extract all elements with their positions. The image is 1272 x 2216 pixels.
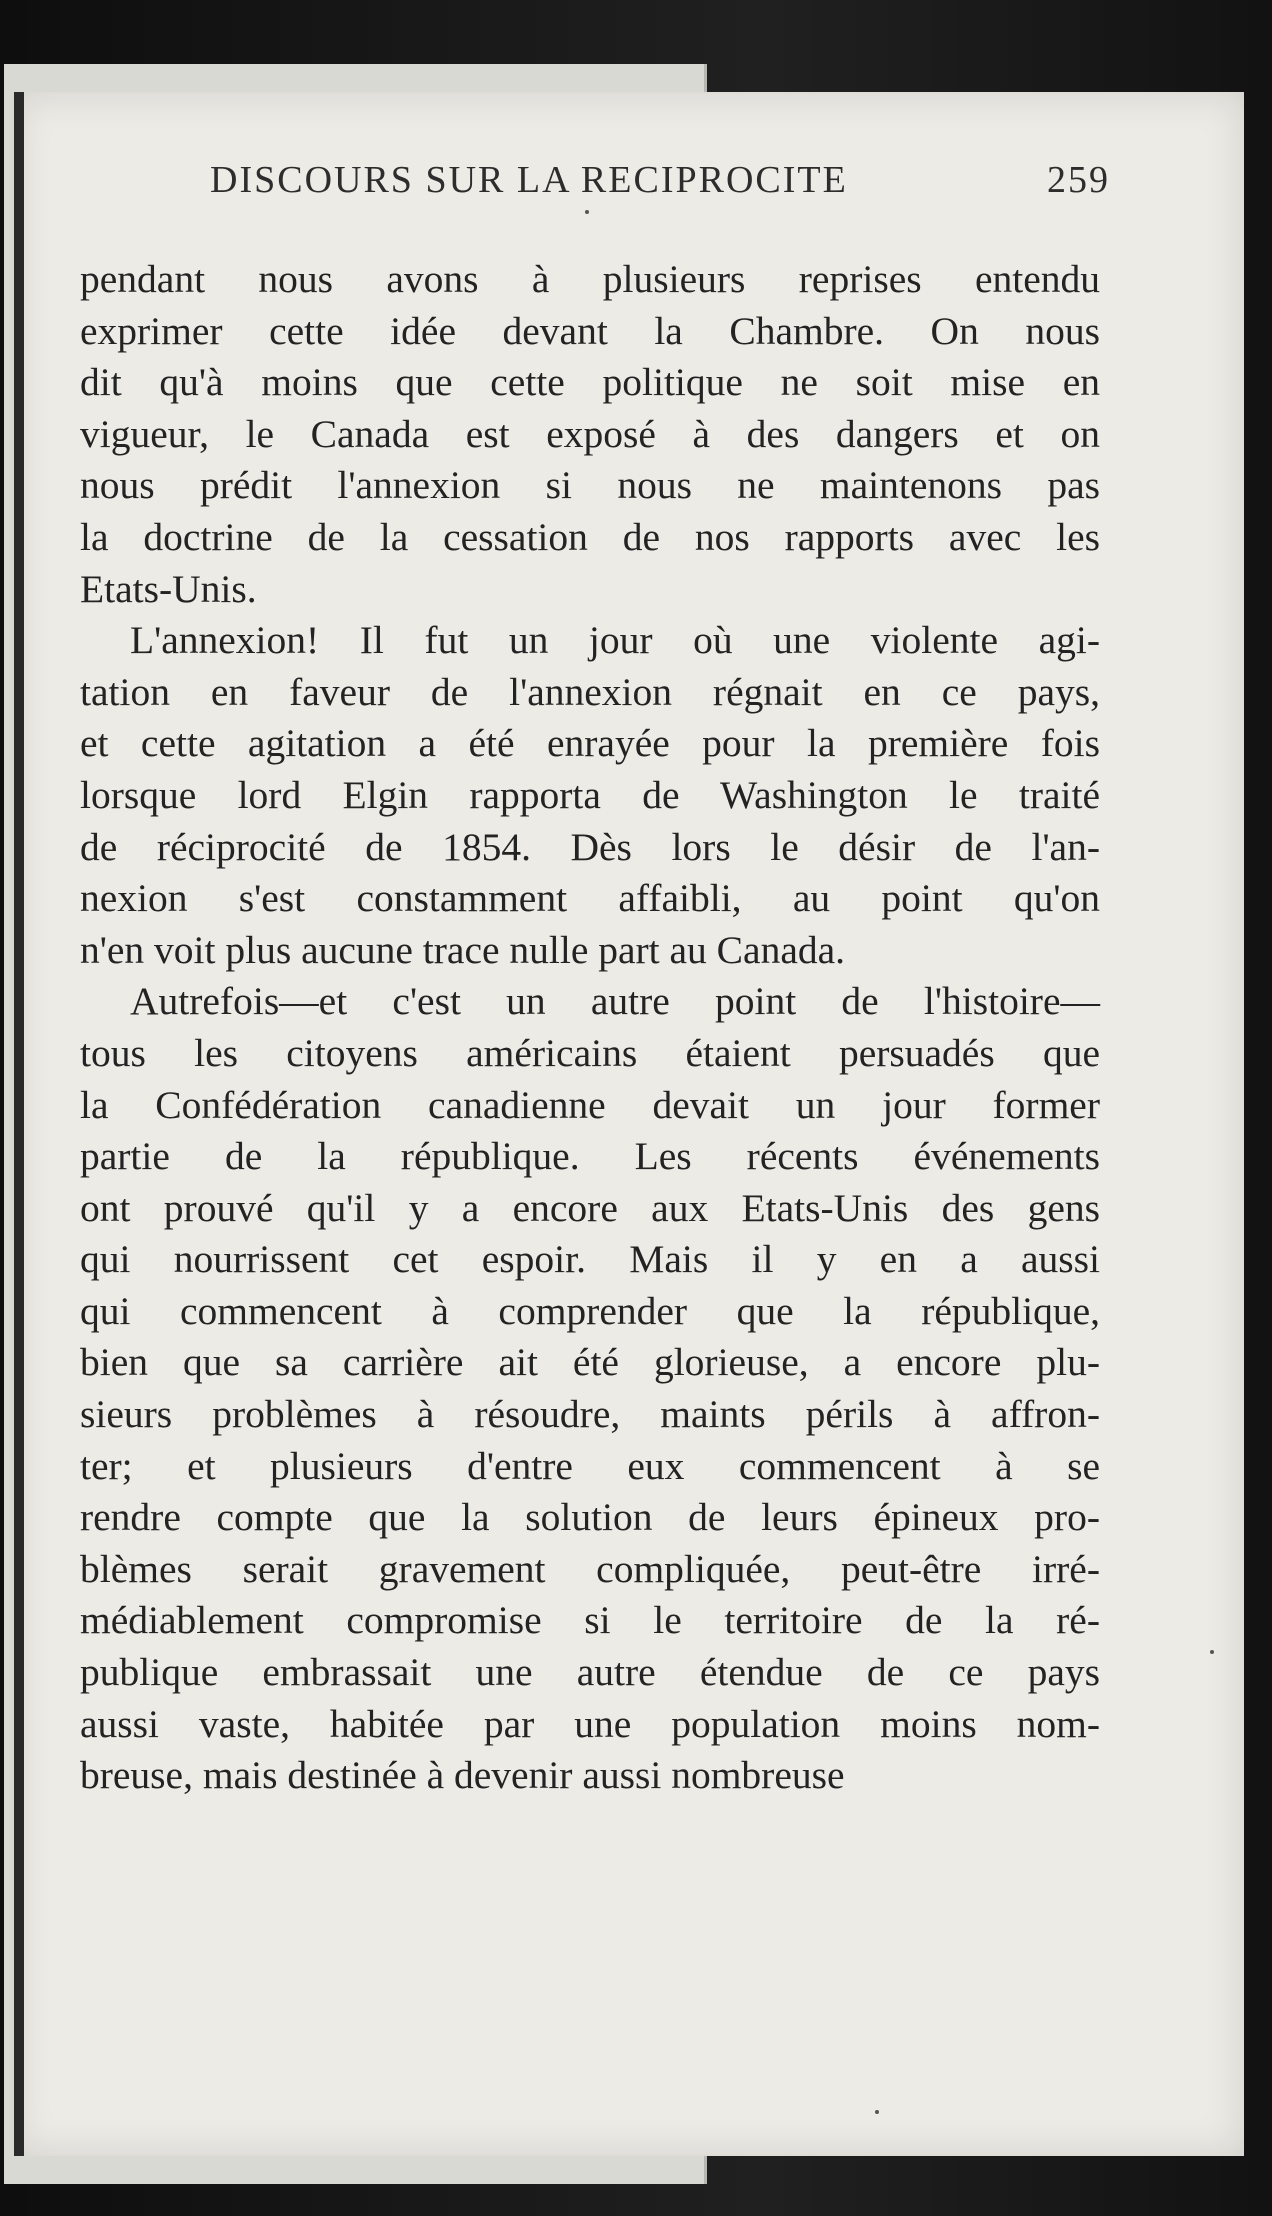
text-line: tation en faveur de l'annexion régnait en ce pays, (80, 669, 1100, 714)
text-line: breuse, mais destinée à devenir aussi nombreuse (80, 1753, 845, 1798)
text-line: partie de la république. Les récents événements (80, 1134, 1100, 1179)
text-line: qui nourrissent cet espoir. Mais il y en a aussi (80, 1237, 1100, 1282)
text-line: qui commencent à comprender que la république, (80, 1288, 1100, 1333)
scan-speck (585, 210, 589, 214)
text-line: la doctrine de la cessation de nos rapports avec les (80, 514, 1100, 559)
scan-speck (1210, 1650, 1214, 1654)
text-line: nexion s'est constamment affaibli, au point qu'on (80, 876, 1100, 921)
text-line: blèmes serait gravement compliquée, peut-être irré- (80, 1546, 1100, 1591)
text-line: sieurs problèmes à résoudre, maints périls à affron- (80, 1392, 1100, 1437)
paragraph (80, 254, 1100, 615)
text-line: publique embrassait une autre étendue de ce pays (80, 1650, 1100, 1695)
text-line: Etats-Unis. (80, 566, 257, 611)
text-line: nous prédit l'annexion si nous ne maintenons pas (80, 463, 1100, 508)
text-line: pendant nous avons à plusieurs reprises entendu (80, 257, 1100, 301)
text-line: ter; et plusieurs d'entre eux commencent à se (80, 1443, 1100, 1488)
text-line: ont prouvé qu'il y a encore aux Etats-Unis des gens (80, 1185, 1100, 1230)
text-line: bien que sa carrière ait été glorieuse, a encore plu- (80, 1340, 1100, 1385)
text-line: tous les citoyens américains étaient persuadés que (80, 1030, 1100, 1075)
body-text (80, 254, 1100, 1802)
text-line: Autrefois—et c'est un autre point de l'histoire— (130, 979, 1100, 1024)
running-header (210, 158, 1110, 218)
text-line: la Confédération canadienne devait un jour former (80, 1082, 1100, 1127)
text-line: n'en voit plus aucune trace nulle part au Canada. (80, 927, 846, 972)
text-line: dit qu'à moins que cette politique ne soit mise en (80, 360, 1100, 405)
page-binding-edge (14, 92, 24, 2156)
text-line: vigueur, le Canada est exposé à des dangers et on (80, 411, 1100, 456)
text-line: exprimer cette idée devant la Chambre. On nous (80, 308, 1100, 353)
text-line: de réciprocité de 1854. Dès lors le désir de l'an- (80, 824, 1100, 869)
text-line: lorsque lord Elgin rapporta de Washington le traité (80, 772, 1100, 817)
paragraph (80, 615, 1100, 976)
paragraph (80, 976, 1100, 1802)
text-line: L'annexion! Il fut un jour où une violente agi- (130, 618, 1100, 663)
running-title: DISCOURS SUR LA RECIPROCITE (210, 159, 848, 201)
text-line: aussi vaste, habitée par une population moins nom- (80, 1701, 1100, 1746)
page-number: 259 (1047, 159, 1110, 201)
text-line: et cette agitation a été enrayée pour la première fois (80, 721, 1100, 766)
text-line: médiablement compromise si le territoire de la ré- (80, 1598, 1100, 1643)
text-line: rendre compte que la solution de leurs épineux pro- (80, 1495, 1100, 1540)
scan-speck (875, 2110, 879, 2114)
